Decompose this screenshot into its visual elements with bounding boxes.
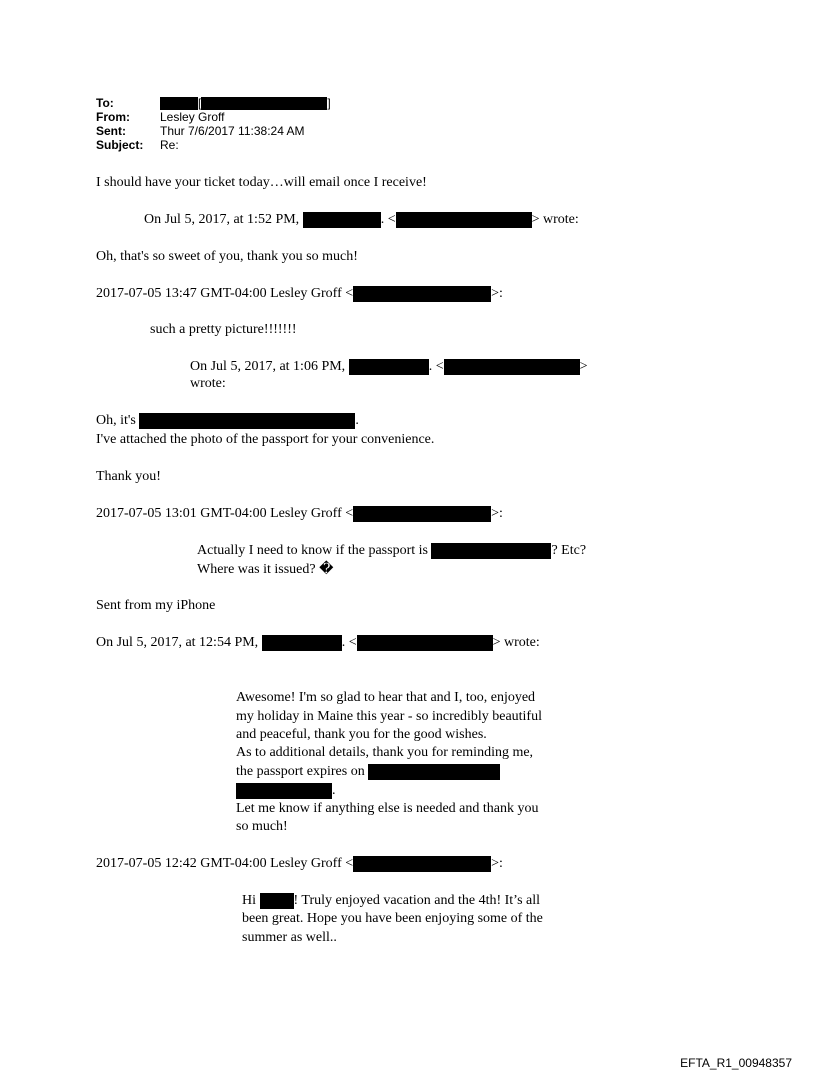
line-suffix: .	[332, 783, 336, 798]
quote-suffix: >:	[491, 856, 503, 871]
redaction-block	[396, 212, 532, 228]
redaction-block	[357, 635, 493, 651]
sent-value: Thur 7/6/2017 11:38:24 AM	[160, 124, 305, 138]
body-line	[242, 893, 540, 909]
line-prefix: Oh, it's	[96, 413, 136, 428]
body-line: Where was it issued? �	[197, 562, 334, 577]
quote-suffix: >:	[491, 286, 503, 301]
quote-mid: . <	[380, 212, 396, 227]
email-header-to	[96, 97, 331, 110]
redaction-block	[236, 783, 332, 799]
body-line: and peaceful, thank you for the good wishes.	[236, 727, 487, 742]
body-line	[236, 764, 500, 780]
quote-wrote: wrote:	[190, 376, 226, 391]
redaction-block	[353, 856, 491, 872]
redaction-block	[444, 359, 580, 375]
body-line: I should have your ticket today…will email once I receive!	[96, 175, 427, 190]
line-suffix: ? Etc?	[551, 543, 587, 558]
to-bracket-close: ]	[327, 96, 331, 110]
to-bracket-open: [	[198, 96, 202, 110]
body-line: As to additional details, thank you for reminding me,	[236, 745, 534, 760]
quote-prefix: 2017-07-05 13:01 GMT-04:00 Lesley Groff <	[96, 506, 354, 521]
gmail-quote-header	[96, 506, 503, 522]
quote-prefix: On Jul 5, 2017, at 1:52 PM,	[144, 212, 300, 227]
gmail-quote-header	[96, 286, 503, 302]
redaction-block	[160, 97, 198, 110]
quote-header	[96, 635, 540, 651]
body-line: my holiday in Maine this year - so incredibly beautiful	[236, 709, 542, 724]
quote-prefix: 2017-07-05 13:47 GMT-04:00 Lesley Groff <	[96, 286, 354, 301]
line-suffix: ! Truly enjoyed vacation and the 4th! It’s all	[293, 893, 541, 908]
body-line	[197, 543, 586, 559]
body-line: Oh, that's so sweet of you, thank you so much!	[96, 249, 358, 264]
bates-number: EFTA_R1_00948357	[680, 1056, 792, 1070]
redaction-block	[349, 359, 429, 375]
quote-mid: . <	[428, 359, 444, 374]
line-prefix: Hi	[242, 893, 256, 908]
redaction-block	[368, 764, 500, 780]
redaction-block	[353, 286, 491, 302]
body-line	[236, 783, 336, 799]
body-line: Let me know if anything else is needed and thank you	[236, 801, 539, 816]
quote-suffix: >:	[491, 506, 503, 521]
body-line	[96, 413, 359, 429]
redaction-block	[139, 413, 355, 429]
quote-suffix: >	[579, 359, 588, 374]
redaction-block	[431, 543, 551, 559]
redaction-block	[260, 893, 294, 909]
line-suffix: .	[355, 413, 359, 428]
body-line: I've attached the photo of the passport for your convenience.	[96, 432, 435, 447]
quote-prefix: 2017-07-05 12:42 GMT-04:00 Lesley Groff <	[96, 856, 354, 871]
redaction-block	[262, 635, 342, 651]
body-line: Thank you!	[96, 469, 161, 484]
body-line: such a pretty picture!!!!!!!	[150, 322, 297, 337]
redaction-block	[303, 212, 381, 228]
redaction-block	[353, 506, 491, 522]
email-header-subject	[96, 139, 179, 152]
redaction-block	[201, 97, 327, 110]
email-header-sent	[96, 125, 305, 138]
subject-label: Subject:	[96, 138, 144, 152]
quote-header	[144, 212, 579, 228]
body-line: summer as well..	[242, 930, 337, 945]
quote-prefix: On Jul 5, 2017, at 1:06 PM,	[190, 359, 346, 374]
quote-header	[190, 359, 588, 375]
quote-suffix: > wrote:	[531, 212, 579, 227]
subject-value: Re:	[160, 138, 179, 152]
email-header-from	[96, 111, 224, 124]
line-prefix: Actually I need to know if the passport is	[197, 543, 428, 558]
quote-suffix: > wrote:	[492, 635, 540, 650]
quote-mid: . <	[341, 635, 357, 650]
body-line: been great. Hope you have been enjoying some of the	[242, 911, 543, 926]
gmail-quote-header	[96, 856, 503, 872]
line-prefix: the passport expires on	[236, 764, 365, 779]
from-label: From:	[96, 110, 130, 124]
body-line: Sent from my iPhone	[96, 598, 216, 613]
from-value: Lesley Groff	[160, 110, 225, 124]
body-line: so much!	[236, 819, 288, 834]
quote-prefix: On Jul 5, 2017, at 12:54 PM,	[96, 635, 259, 650]
body-line: Awesome! I'm so glad to hear that and I, too, enjoyed	[236, 690, 536, 705]
to-label: To:	[96, 96, 114, 110]
sent-label: Sent:	[96, 124, 126, 138]
